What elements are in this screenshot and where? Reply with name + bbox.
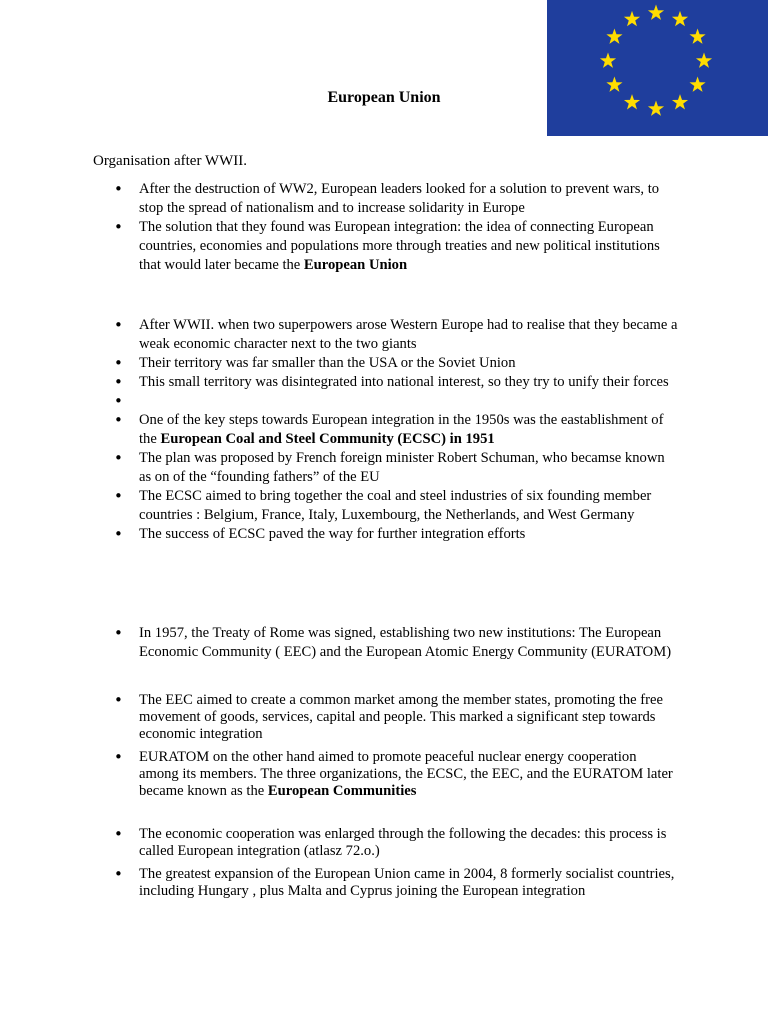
- list-item: • One of the key steps towards European integration in the 1950s was the eastablishment of the European Coal and Steel Community (ECSC) in 1951: [0, 411, 679, 449]
- list-item: • The ECSC aimed to bring together the coal and steel industries of six founding member countries : Belgium, France, Italy, Luxembourg, the Netherlands, and West Germany: [0, 487, 679, 525]
- bullet-group-2: [0, 316, 768, 544]
- star-icon: [606, 29, 622, 44]
- star-icon: [600, 53, 616, 68]
- list-item: • The EEC aimed to create a common market among the member states, promoting the free movement of goods, services, capital and people. This marked a significant step towards economic integration: [0, 692, 679, 743]
- list-item: • After the destruction of WW2, European leaders looked for a solution to prevent wars, to stop the spread of nationalism and to increase solidarity in Europe: [0, 180, 679, 218]
- star-icon: [689, 29, 705, 44]
- list-item: • The greatest expansion of the European Union came in 2004, 8 formerly socialist countries, including Hungary , plus Malta and Cyprus joining the European integration: [0, 866, 679, 900]
- star-icon: [696, 53, 712, 68]
- bullet-group-4: [0, 692, 768, 800]
- list-item-empty: [0, 392, 679, 411]
- list-item: • Their territory was far smaller than the USA or the Soviet Union: [0, 354, 679, 373]
- bold-term: European Communities: [267, 783, 417, 799]
- bold-term: European Union: [303, 257, 408, 273]
- eu-flag: [547, 0, 768, 136]
- list-item: • The plan was proposed by French foreign minister Robert Schuman, who becamse known as on of the “founding fathers” of the EU: [0, 449, 679, 487]
- bullet-group-5: [0, 826, 768, 900]
- bullet-group-1: [0, 180, 768, 275]
- star-icon: [624, 11, 640, 26]
- intro-text: Organisation after WWII.: [93, 153, 247, 169]
- list-item: • The solution that they found was European integration: the idea of connecting European countries, economies and populations more through treaties and new political institutions that would later became the European Union: [0, 218, 679, 275]
- page-title: [0, 89, 768, 107]
- star-icon: [672, 11, 688, 26]
- bold-term: European Coal and Steel Community (ECSC) in 1951: [160, 431, 495, 447]
- title-text: European Union: [327, 89, 441, 106]
- list-item: • After WWII. when two superpowers arose Western Europe had to realise that they became a weak economic character next to the two giants: [0, 316, 679, 354]
- list-item: • In 1957, the Treaty of Rome was signed, establishing two new institutions: The European Economic Community ( EEC) and the European Atomic Energy Community (EURATOM): [0, 624, 679, 662]
- list-item: • The economic cooperation was enlarged through the following the decades: this process is called European integration (atlasz 72.o.): [0, 826, 679, 860]
- bullet-group-3: [0, 624, 768, 662]
- star-icon: [648, 5, 664, 20]
- list-item: • This small territory was disintegrated into national interest, so they try to unify their forces: [0, 373, 679, 392]
- list-item: • EURATOM on the other hand aimed to promote peaceful nuclear energy cooperation among its members. The three organizations, the ECSC, the EEC, and the EURATOM later became known as the European Communities: [0, 749, 679, 800]
- eu-flag-stars: [547, 0, 768, 136]
- list-item: • The success of ECSC paved the way for further integration efforts: [0, 525, 679, 544]
